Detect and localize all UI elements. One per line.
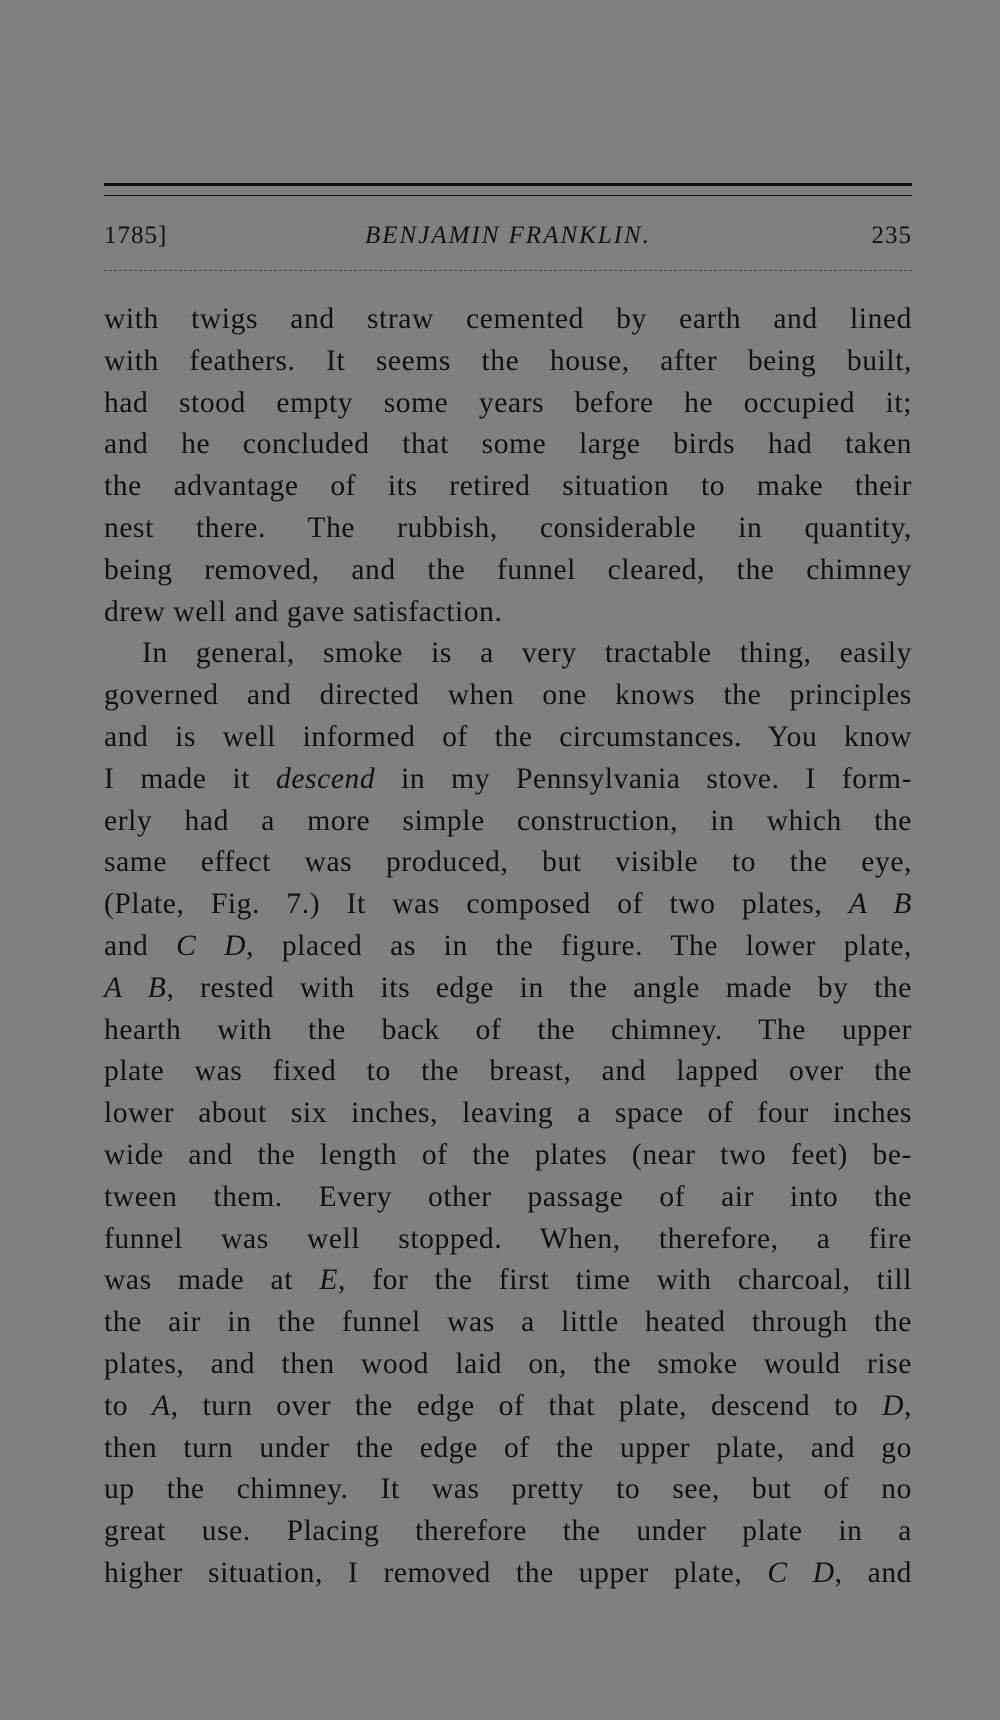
italic-label: C D (767, 1556, 835, 1589)
text-line: hearth with the back of the chimney. The upper (104, 1013, 912, 1046)
italic-label: E (319, 1264, 338, 1297)
text-line: funnel was well stopped. When, therefore, a fire (104, 1222, 912, 1255)
italic-word: descend (276, 762, 376, 795)
text-line: drew well and gave satisfaction. (104, 595, 503, 628)
text-segment: , and (834, 1556, 913, 1589)
text-line: and is well informed of the circumstances. You know (104, 720, 912, 753)
body-text (104, 299, 912, 1595)
text-segment: , for the first time with charcoal, till (337, 1264, 912, 1297)
text-segment: was made at (104, 1264, 320, 1297)
text-line: erly had a more simple construction, in which the (104, 804, 912, 837)
header-title: BENJAMIN FRANKLIN. (365, 222, 651, 249)
header-year: 1785] (104, 222, 168, 249)
text-line: plate was fixed to the breast, and lapped over the (104, 1055, 912, 1088)
text-line (104, 1553, 912, 1595)
book-page (104, 183, 912, 1595)
text-line: great use. Placing therefore the under plate in a (104, 1515, 912, 1548)
text-line (104, 759, 912, 801)
text-segment: , rested with its edge in the angle made by the (166, 971, 912, 1004)
italic-label: A (152, 1389, 171, 1422)
text-segment: , placed as in the figure. The lower plate, (246, 929, 913, 962)
italic-label: C D (176, 929, 247, 962)
text-line: wide and the length of the plates (near two feet) be- (104, 1138, 912, 1171)
header-rule-thin (104, 195, 912, 196)
italic-label: A B (848, 888, 913, 921)
text-line: In general, smoke is a very tractable thing, easily (142, 637, 912, 670)
italic-label: D (882, 1389, 905, 1422)
text-line (104, 1260, 912, 1302)
text-line (104, 968, 912, 1010)
text-line: up the chimney. It was pretty to see, but of no (104, 1473, 912, 1506)
text-line: the advantage of its retired situation to make their (104, 470, 912, 503)
text-segment: in my Pennsylvania stove. I form- (375, 762, 912, 795)
text-line: lower about six inches, leaving a space of four inches (104, 1097, 912, 1130)
text-line: being removed, and the funnel cleared, the chimney (104, 553, 912, 586)
text-segment: , (904, 1389, 912, 1422)
text-line: governed and directed when one knows the principles (104, 679, 912, 712)
text-line: then turn under the edge of the upper plate, and go (104, 1431, 912, 1464)
text-line (104, 1386, 912, 1428)
text-line: nest there. The rubbish, considerable in quantity, (104, 511, 912, 544)
text-line: with twigs and straw cemented by earth and lined (104, 303, 912, 335)
header-underline (104, 270, 912, 271)
text-line: had stood empty some years before he occupied it; (104, 386, 912, 419)
text-line: tween them. Every other passage of air into the (104, 1180, 912, 1213)
header-rule-thick (104, 183, 912, 186)
text-line (104, 884, 912, 926)
page-number: 235 (871, 222, 912, 249)
text-segment: higher situation, I removed the upper plate, (104, 1556, 768, 1589)
running-head (104, 222, 912, 270)
text-line (104, 926, 912, 968)
text-segment: to (104, 1389, 153, 1422)
text-segment: , turn over the edge of that plate, descend to (170, 1389, 883, 1422)
text-segment: I made it (104, 762, 276, 795)
italic-label: A B (104, 971, 167, 1004)
text-segment: (Plate, Fig. 7.) It was composed of two plates, (104, 888, 849, 921)
text-line: same effect was produced, but visible to the eye, (104, 846, 912, 879)
text-segment: and (104, 929, 177, 962)
text-line: the air in the funnel was a little heated through the (104, 1306, 912, 1339)
text-line: with feathers. It seems the house, after being built, (104, 344, 912, 377)
text-line: and he concluded that some large birds had taken (104, 428, 912, 461)
text-line: plates, and then wood laid on, the smoke would rise (104, 1347, 912, 1380)
